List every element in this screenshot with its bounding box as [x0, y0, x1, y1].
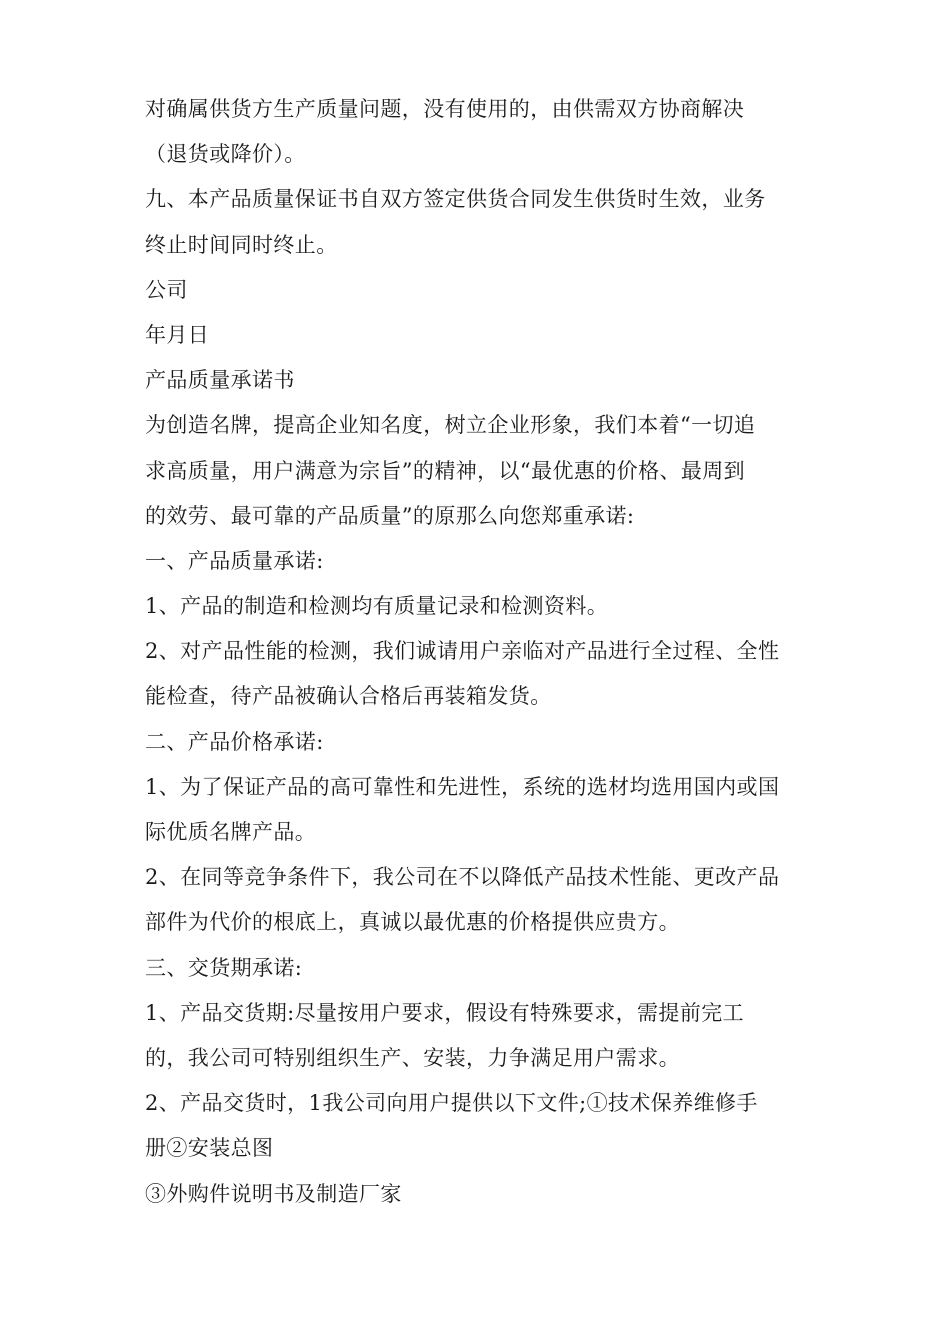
- text-line: ③外购件说明书及制造厂家: [145, 1181, 402, 1206]
- section-heading: 产品质量承诺书: [145, 368, 295, 393]
- text-line: 对确属供货方生产质量问题，没有使用的，由供需双方协商解决: [145, 97, 745, 121]
- text-line: （退货或降价）。: [145, 142, 306, 167]
- text-line: 际优质名牌产品。: [145, 820, 317, 844]
- text-line: 九、本产品质量保证书自双方签定供货合同发生供货时生效，业务: [145, 187, 766, 212]
- text-line: 的，我公司可特别组织生产、安装，力争满足用户需求。: [145, 1045, 680, 1070]
- text-line: 部件为代价的根底上，真诚以最优惠的价格提供应贵方。: [145, 910, 680, 935]
- text-line: 二、产品价格承诺:: [145, 729, 324, 754]
- text-line: 的效劳、最可靠的产品质量”的原那么向您郑重承诺:: [145, 503, 635, 528]
- text-line: 三、交货期承诺:: [145, 955, 303, 980]
- text-line: 册②安装总图: [145, 1136, 274, 1161]
- document-body: [145, 93, 815, 1223]
- text-line: 一、产品质量承诺:: [145, 548, 324, 573]
- text-line: 求高质量，用户满意为宗旨”的精神，以“最优惠的价格、最周到: [145, 458, 746, 483]
- text-line: 1、产品交货期:尽量按用户要求，假设有特殊要求，需提前完工: [145, 1000, 745, 1025]
- text-line: 1、产品的制造和检测均有质量记录和检测资料。: [145, 594, 609, 619]
- text-line: 公司: [145, 277, 188, 302]
- text-line: 年月日: [145, 322, 210, 347]
- text-line: 为创造名牌，提高企业知名度，树立企业形象，我们本着“一切追: [145, 413, 756, 438]
- text-line: 2、在同等竞争条件下，我公司在不以降低产品技术性能、更改产品: [145, 865, 780, 890]
- text-line: 2、产品交货时，1我公司向用户提供以下文件;①技术保养维修手: [145, 1091, 758, 1116]
- text-line: 1、为了保证产品的高可靠性和先进性，系统的选材均选用国内或国: [145, 774, 780, 799]
- text-line: 2、对产品性能的检测，我们诚请用户亲临对产品进行全过程、全性: [145, 639, 780, 664]
- text-line: 能检查，待产品被确认合格后再装箱发货。: [145, 684, 552, 709]
- text-line: 终止时间同时终止。: [145, 232, 338, 257]
